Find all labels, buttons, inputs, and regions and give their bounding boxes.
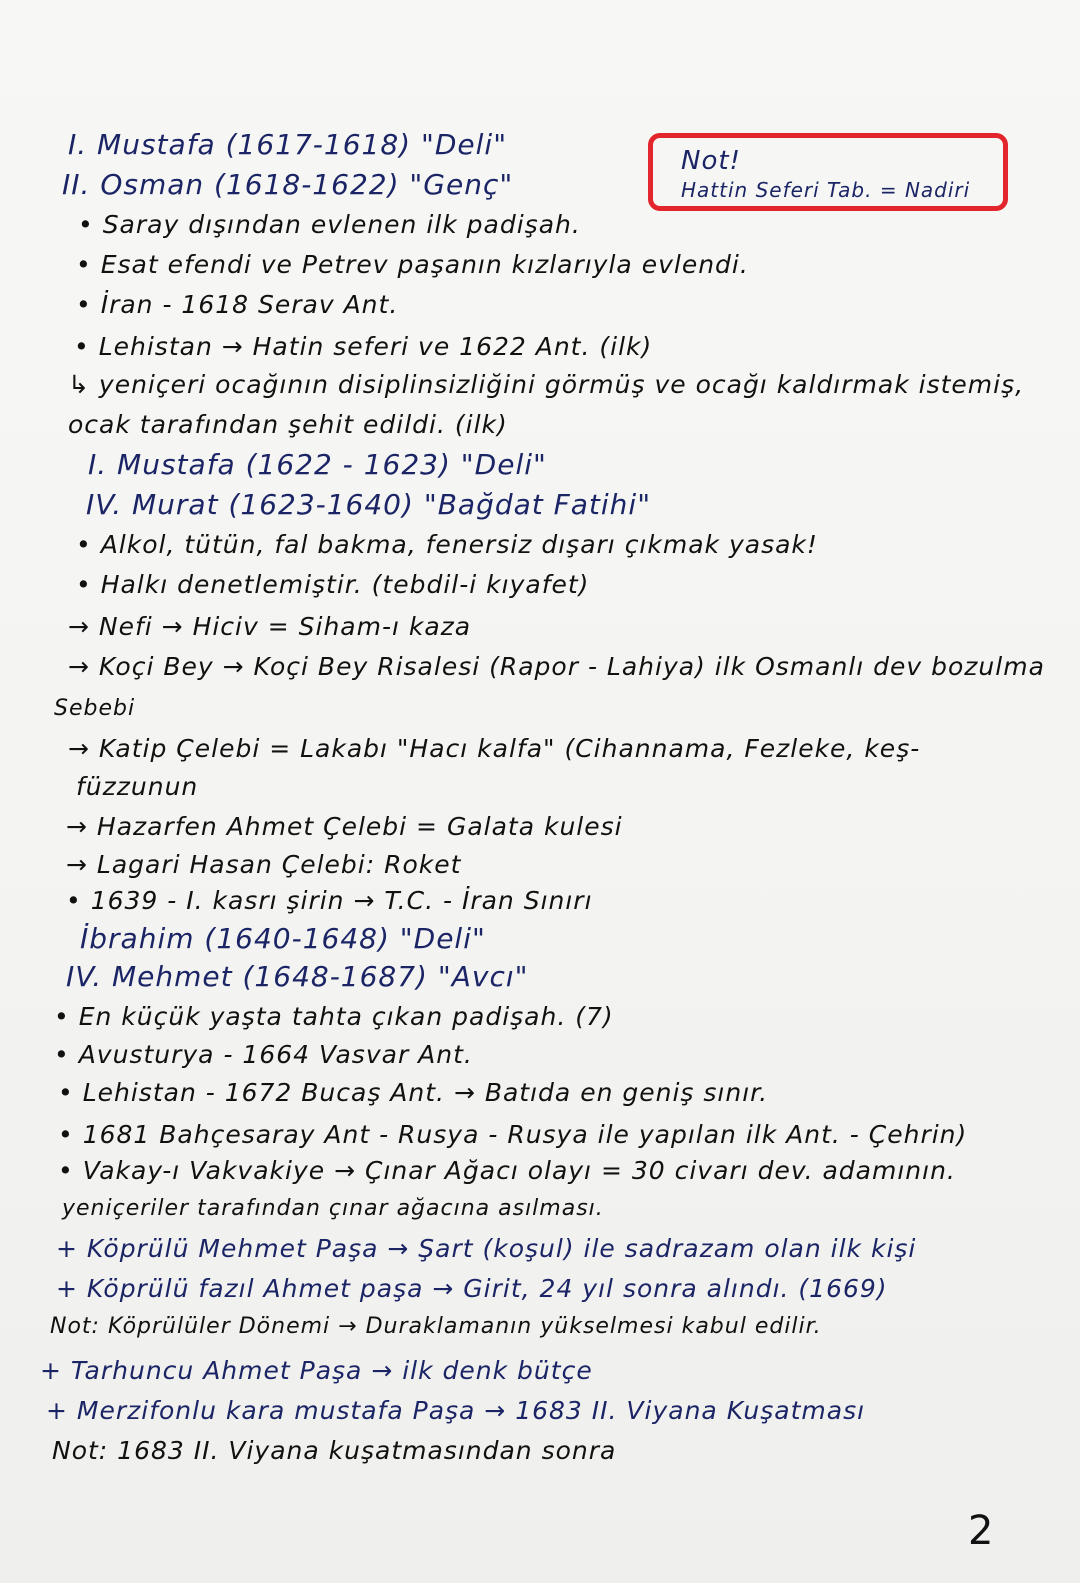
note-line: → Koçi Bey → Koçi Bey Risalesi (Rapor - Lahiya) ilk Osmanlı dev bozulma <box>68 652 1045 681</box>
heading-osman-2: II. Osman (1618-1622) "Genç" <box>62 168 514 201</box>
note-line: • 1639 - I. kasrı şirin → T.C. - İran Sınırı <box>66 886 593 915</box>
note-line: + Tarhuncu Ahmet Paşa → ilk denk bütçe <box>40 1356 593 1385</box>
heading-mustafa-1: I. Mustafa (1617-1618) "Deli" <box>68 128 508 161</box>
heading-ibrahim: İbrahim (1640-1648) "Deli" <box>80 922 486 955</box>
note-line: • 1681 Bahçesaray Ant - Rusya - Rusya ile yapılan ilk Ant. - Çehrin) <box>58 1120 968 1149</box>
note-text: Hattin Seferi Tab. = Nadiri <box>681 178 971 202</box>
note-line: füzzunun <box>76 772 199 801</box>
note-line: ocak tarafından şehit edildi. (ilk) <box>68 410 508 439</box>
note-line: + Merzifonlu kara mustafa Paşa → 1683 II. Viyana Kuşatması <box>46 1396 866 1425</box>
note-line: • Vakay-ı Vakvakiye → Çınar Ağacı olayı = 30 civarı dev. adamının. <box>58 1156 956 1185</box>
note-line: • Lehistan → Hatin seferi ve 1622 Ant. (ilk) <box>74 332 653 361</box>
note-line: • İran - 1618 Serav Ant. <box>76 290 399 319</box>
note-line: • Alkol, tütün, fal bakma, fenersiz dışarı çıkmak yasak! <box>76 530 818 559</box>
note-callout-box <box>648 133 1008 211</box>
note-line: Sebebi <box>54 696 136 721</box>
note-line: • En küçük yaşta tahta çıkan padişah. (7) <box>54 1002 614 1031</box>
note-line: Not: Köprülüler Dönemi → Duraklamanın yükselmesi kabul edilir. <box>50 1314 822 1339</box>
note-line: • Esat efendi ve Petrev paşanın kızlarıyla evlendi. <box>76 250 749 279</box>
note-line: yeniçeriler tarafından çınar ağacına asılması. <box>62 1196 604 1221</box>
page-number: 2 <box>968 1508 994 1554</box>
note-line: ↳ yeniçeri ocağının disiplinsizliğini görmüş ve ocağı kaldırmak istemiş, <box>68 370 1025 399</box>
note-line: → Katip Çelebi = Lakabı "Hacı kalfa" (Cihannama, Fezleke, keş- <box>68 734 921 763</box>
heading-murat-4: IV. Murat (1623-1640) "Bağdat Fatihi" <box>86 488 652 521</box>
note-line: • Avusturya - 1664 Vasvar Ant. <box>54 1040 473 1069</box>
note-line: → Lagari Hasan Çelebi: Roket <box>66 850 462 879</box>
heading-mehmet-4: IV. Mehmet (1648-1687) "Avcı" <box>66 960 529 993</box>
note-title: Not! <box>681 146 741 176</box>
note-line: → Nefi → Hiciv = Siham-ı kaza <box>68 612 472 641</box>
note-line: + Köprülü Mehmet Paşa → Şart (koşul) ile sadrazam olan ilk kişi <box>56 1234 917 1263</box>
note-line: • Halkı denetlemiştir. (tebdil-i kıyafet) <box>76 570 590 599</box>
heading-mustafa-1-second: I. Mustafa (1622 - 1623) "Deli" <box>88 448 547 481</box>
note-line: • Saray dışından evlenen ilk padişah. <box>78 210 581 239</box>
note-line: • Lehistan - 1672 Bucaş Ant. → Batıda en geniş sınır. <box>58 1078 769 1107</box>
note-line: → Hazarfen Ahmet Çelebi = Galata kulesi <box>66 812 623 841</box>
note-line: + Köprülü fazıl Ahmet paşa → Girit, 24 yıl sonra alındı. (1669) <box>56 1274 888 1303</box>
note-line: Not: 1683 II. Viyana kuşatmasından sonra <box>52 1436 617 1465</box>
